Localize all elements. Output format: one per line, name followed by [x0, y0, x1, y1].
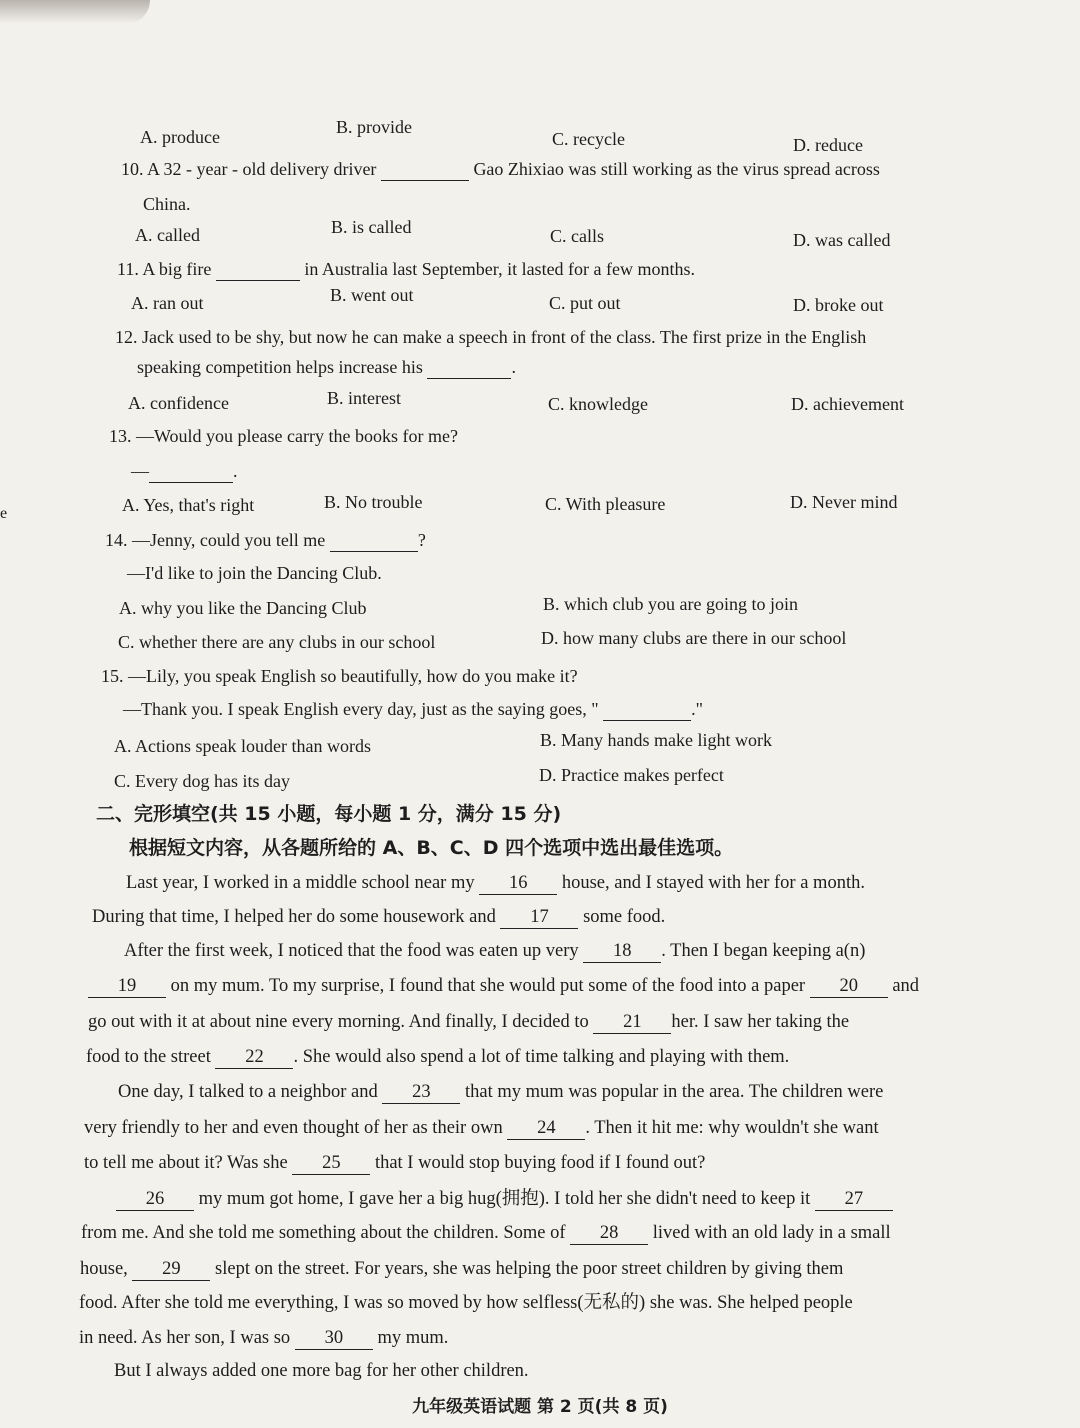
q11-option-c: C. put out	[549, 293, 621, 313]
passage-line-15: But I always added one more bag for her other children.	[114, 1361, 529, 1381]
blank-20[interactable]: 20	[810, 975, 888, 998]
blank-28[interactable]: 28	[570, 1222, 648, 1245]
blank-19[interactable]: 19	[88, 975, 166, 998]
section-heading: 二、完形填空(共 15 小题，每小题 1 分，满分 15 分)	[96, 803, 562, 825]
q15-option-a: A. Actions speak louder than words	[114, 736, 371, 756]
q13-option-a: A. Yes, that's right	[122, 495, 255, 515]
blank-16[interactable]: 16	[479, 872, 557, 895]
blank-17[interactable]: 17	[500, 906, 578, 929]
passage-line-12: house, 29 slept on the street. For years, she was helping the poor street children by giving them	[80, 1259, 844, 1279]
q14-option-a: A. why you like the Dancing Club	[119, 598, 367, 618]
q9-option-a: A. produce	[140, 127, 220, 147]
blank-27[interactable]: 27	[815, 1188, 893, 1211]
q12-option-b: B. interest	[327, 388, 401, 408]
passage-line-9: to tell me about it? Was she 25 that I would stop buying food if I found out?	[84, 1153, 706, 1173]
passage-line-13: food. After she told me everything, I was so moved by how selfless(无私的) she was. She helped people	[79, 1293, 853, 1313]
q11-stem: 11. A big fire in Australia last September, it lasted for a few months.	[117, 259, 696, 279]
passage-line-7: One day, I talked to a neighbor and 23 that my mum was popular in the area. The children were	[118, 1082, 884, 1102]
blank-26[interactable]: 26	[116, 1188, 194, 1211]
scan-shadow	[0, 0, 150, 24]
q15-stem-line2: —Thank you. I speak English every day, just as the saying goes, " ."	[123, 699, 703, 719]
blank-25[interactable]: 25	[292, 1152, 370, 1175]
blank-18[interactable]: 18	[583, 940, 661, 963]
q10-option-a: A. called	[135, 225, 200, 245]
section-instruction: 根据短文内容，从各题所给的 A、B、C、D 四个选项中选出最佳选项。	[129, 837, 734, 859]
blank-23[interactable]: 23	[382, 1081, 460, 1104]
passage-line-1: Last year, I worked in a middle school near my 16 house, and I stayed with her for a month.	[126, 873, 865, 893]
passage-line-6: food to the street 22 . She would also spend a lot of time talking and playing with them.	[86, 1047, 790, 1067]
passage-line-11: from me. And she told me something about the children. Some of 28 lived with an old lady in a small	[81, 1223, 891, 1243]
blank-30[interactable]: 30	[295, 1327, 373, 1350]
blank-24[interactable]: 24	[507, 1117, 585, 1140]
q12-option-c: C. knowledge	[548, 394, 648, 414]
blank-21[interactable]: 21	[593, 1011, 671, 1034]
passage-line-8: very friendly to her and even thought of her as their own 24 . Then it hit me: why wouldn't she want	[84, 1118, 879, 1138]
q10-stem-line2: China.	[143, 194, 191, 214]
q15-stem: 15. —Lily, you speak English so beautifully, how do you make it?	[101, 666, 578, 686]
passage-line-14: in need. As her son, I was so 30 my mum.	[79, 1328, 449, 1348]
passage-line-3: After the first week, I noticed that the food was eaten up very 18 . Then I began keeping a(n)	[124, 941, 866, 961]
q11-option-a: A. ran out	[131, 293, 204, 313]
passage-line-5: go out with it at about nine every morning. And finally, I decided to 21 her. I saw her taking the	[88, 1012, 850, 1032]
q14-option-d: D. how many clubs are there in our school	[541, 628, 847, 648]
q13-option-d: D. Never mind	[790, 492, 898, 512]
q15-option-b: B. Many hands make light work	[540, 730, 772, 750]
q13-option-c: C. With pleasure	[545, 494, 666, 514]
q11-option-d: D. broke out	[793, 295, 884, 315]
q9-option-d: D. reduce	[793, 135, 863, 155]
passage-line-2: During that time, I helped her do some housework and 17 some food.	[92, 907, 666, 927]
passage-line-10: 26 my mum got home, I gave her a big hug(拥抱). I told her she didn't need to keep it 27	[116, 1188, 893, 1211]
q12-stem: 12. Jack used to be shy, but now he can make a speech in front of the class. The first prize in the English	[115, 327, 867, 347]
q14-option-c: C. whether there are any clubs in our school	[118, 632, 436, 652]
q13-stem: 13. —Would you please carry the books for me?	[109, 426, 458, 446]
q10-option-d: D. was called	[793, 230, 891, 250]
q10-option-b: B. is called	[331, 217, 412, 237]
q14-option-b: B. which club you are going to join	[543, 594, 798, 614]
passage-line-4: 19 on my mum. To my surprise, I found that she would put some of the food into a paper 20 and	[88, 975, 919, 998]
q9-option-b: B. provide	[336, 117, 412, 137]
q11-option-b: B. went out	[330, 285, 414, 305]
q15-option-c: C. Every dog has its day	[114, 771, 290, 791]
q10-stem: 10. A 32 - year - old delivery driver Gao Zhixiao was still working as the virus spread across	[121, 159, 880, 179]
edge-mark: e	[0, 505, 8, 522]
blank-29[interactable]: 29	[132, 1258, 210, 1281]
q14-stem-line2: —I'd like to join the Dancing Club.	[127, 563, 382, 583]
q13-stem-line2: — .	[131, 461, 238, 481]
q14-stem: 14. —Jenny, could you tell me ?	[105, 530, 426, 550]
q12-stem-line2: speaking competition helps increase his .	[137, 357, 516, 377]
q12-option-d: D. achievement	[791, 394, 904, 414]
q13-option-b: B. No trouble	[324, 492, 423, 512]
q10-option-c: C. calls	[550, 226, 604, 246]
q12-option-a: A. confidence	[128, 393, 229, 413]
q9-option-c: C. recycle	[552, 129, 625, 149]
q15-option-d: D. Practice makes perfect	[539, 765, 724, 785]
blank-22[interactable]: 22	[215, 1046, 293, 1069]
page-footer: 九年级英语试题 第 2 页(共 8 页)	[412, 1397, 668, 1417]
